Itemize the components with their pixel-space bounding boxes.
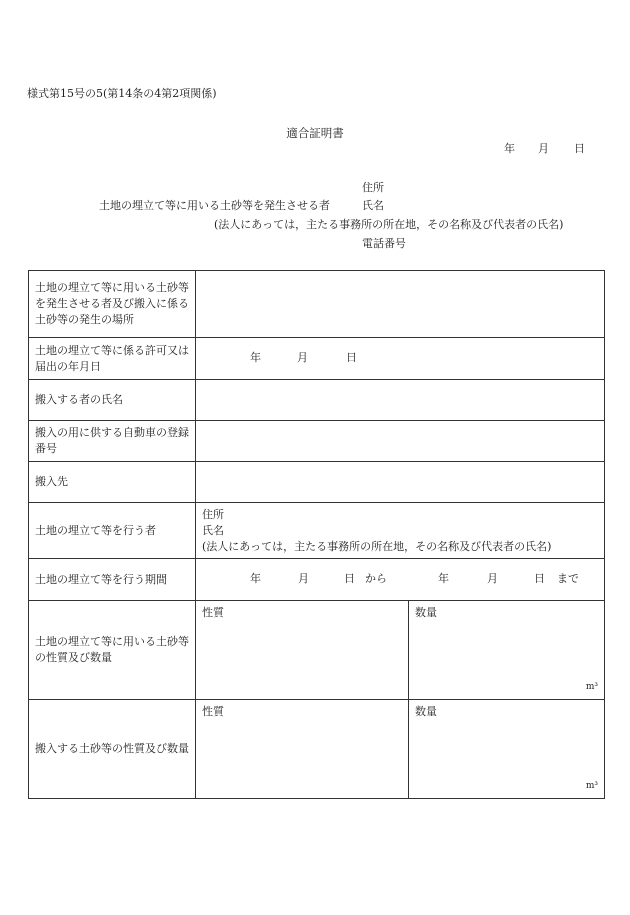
table-row <box>29 503 605 559</box>
form-number: 様式第15号の5(第14条の4第2項関係) <box>27 87 217 100</box>
vehicle-registration-label: 搬入の用に供する自動車の登録番号 <box>29 421 196 462</box>
landfill-soil-property-cell[interactable] <box>196 601 409 699</box>
applicant-name-label: 氏名 <box>362 199 384 212</box>
table-row <box>29 559 605 601</box>
permit-date-label: 土地の埋立て等に係る許可又は届出の年月日 <box>29 338 196 380</box>
table-row <box>29 338 605 380</box>
origin-location-label: 土地の埋立て等に用いる土砂等を発生させる者及び搬入に係る土砂等の発生の場所 <box>29 271 196 338</box>
landfill-soil-label: 土地の埋立て等に用いる土砂等の性質及び数量 <box>29 601 196 700</box>
period-end-year: 年 <box>438 572 449 585</box>
period-to: まで <box>557 572 579 585</box>
landfill-operator-field[interactable] <box>196 503 605 559</box>
transported-soil-property-cell[interactable] <box>196 700 409 798</box>
table-row <box>29 700 605 799</box>
table-row <box>29 601 605 700</box>
cubic-meter-unit: m³ <box>585 682 598 692</box>
applicant-label: 土地の埋立て等に用いる土砂等を発生させる者 <box>99 199 330 212</box>
permit-month: 月 <box>297 351 308 364</box>
period-start-month: 月 <box>298 572 309 585</box>
document-title: 適合証明書 <box>286 126 344 140</box>
permit-date-field[interactable] <box>196 338 605 380</box>
period-start-day: 日 <box>344 572 355 585</box>
transporter-name-field[interactable] <box>196 380 605 421</box>
origin-location-field[interactable] <box>196 271 605 338</box>
landfill-period-label: 土地の埋立て等を行う期間 <box>29 559 196 601</box>
operator-name-label: 氏名 <box>202 523 224 537</box>
operator-corporate-note: (法人にあっては，主たる事務所の所在地，その名称及び代表者の氏名) <box>202 539 552 553</box>
destination-field[interactable] <box>196 462 605 503</box>
table-row <box>29 380 605 421</box>
destination-label: 搬入先 <box>29 462 196 503</box>
period-start-year: 年 <box>250 572 261 585</box>
landfill-soil-property-label: 性質 <box>202 606 224 619</box>
cubic-meter-unit: m³ <box>585 781 598 791</box>
applicant-address-label: 住所 <box>362 181 384 194</box>
applicant-corporate-note: (法人にあっては，主たる事務所の所在地，その名称及び代表者の氏名) <box>214 218 564 231</box>
transported-soil-field <box>196 700 605 799</box>
permit-year: 年 <box>250 351 261 364</box>
transported-soil-quantity-label: 数量 <box>415 705 437 718</box>
period-end-day: 日 <box>534 572 545 585</box>
landfill-period-field[interactable] <box>196 559 605 601</box>
table-row <box>29 421 605 462</box>
transported-soil-label: 搬入する土砂等の性質及び数量 <box>29 700 196 799</box>
transporter-name-label: 搬入する者の氏名 <box>29 380 196 421</box>
operator-address-label: 住所 <box>202 507 224 521</box>
transported-soil-quantity-cell[interactable] <box>409 700 604 798</box>
landfill-soil-quantity-cell[interactable] <box>409 601 604 699</box>
period-from: から <box>365 572 387 585</box>
certificate-table <box>28 270 605 799</box>
period-end-month: 月 <box>487 572 498 585</box>
transported-soil-property-label: 性質 <box>202 705 224 718</box>
issue-date-day: 日 <box>574 142 585 155</box>
vehicle-registration-field[interactable] <box>196 421 605 462</box>
issue-date-year: 年 <box>504 142 515 155</box>
landfill-soil-field <box>196 601 605 700</box>
applicant-phone-label: 電話番号 <box>362 237 406 250</box>
table-row <box>29 271 605 338</box>
table-row <box>29 462 605 503</box>
landfill-soil-quantity-label: 数量 <box>415 606 437 619</box>
permit-day: 日 <box>346 351 357 364</box>
landfill-operator-label: 土地の埋立て等を行う者 <box>29 503 196 559</box>
issue-date-month: 月 <box>538 142 549 155</box>
